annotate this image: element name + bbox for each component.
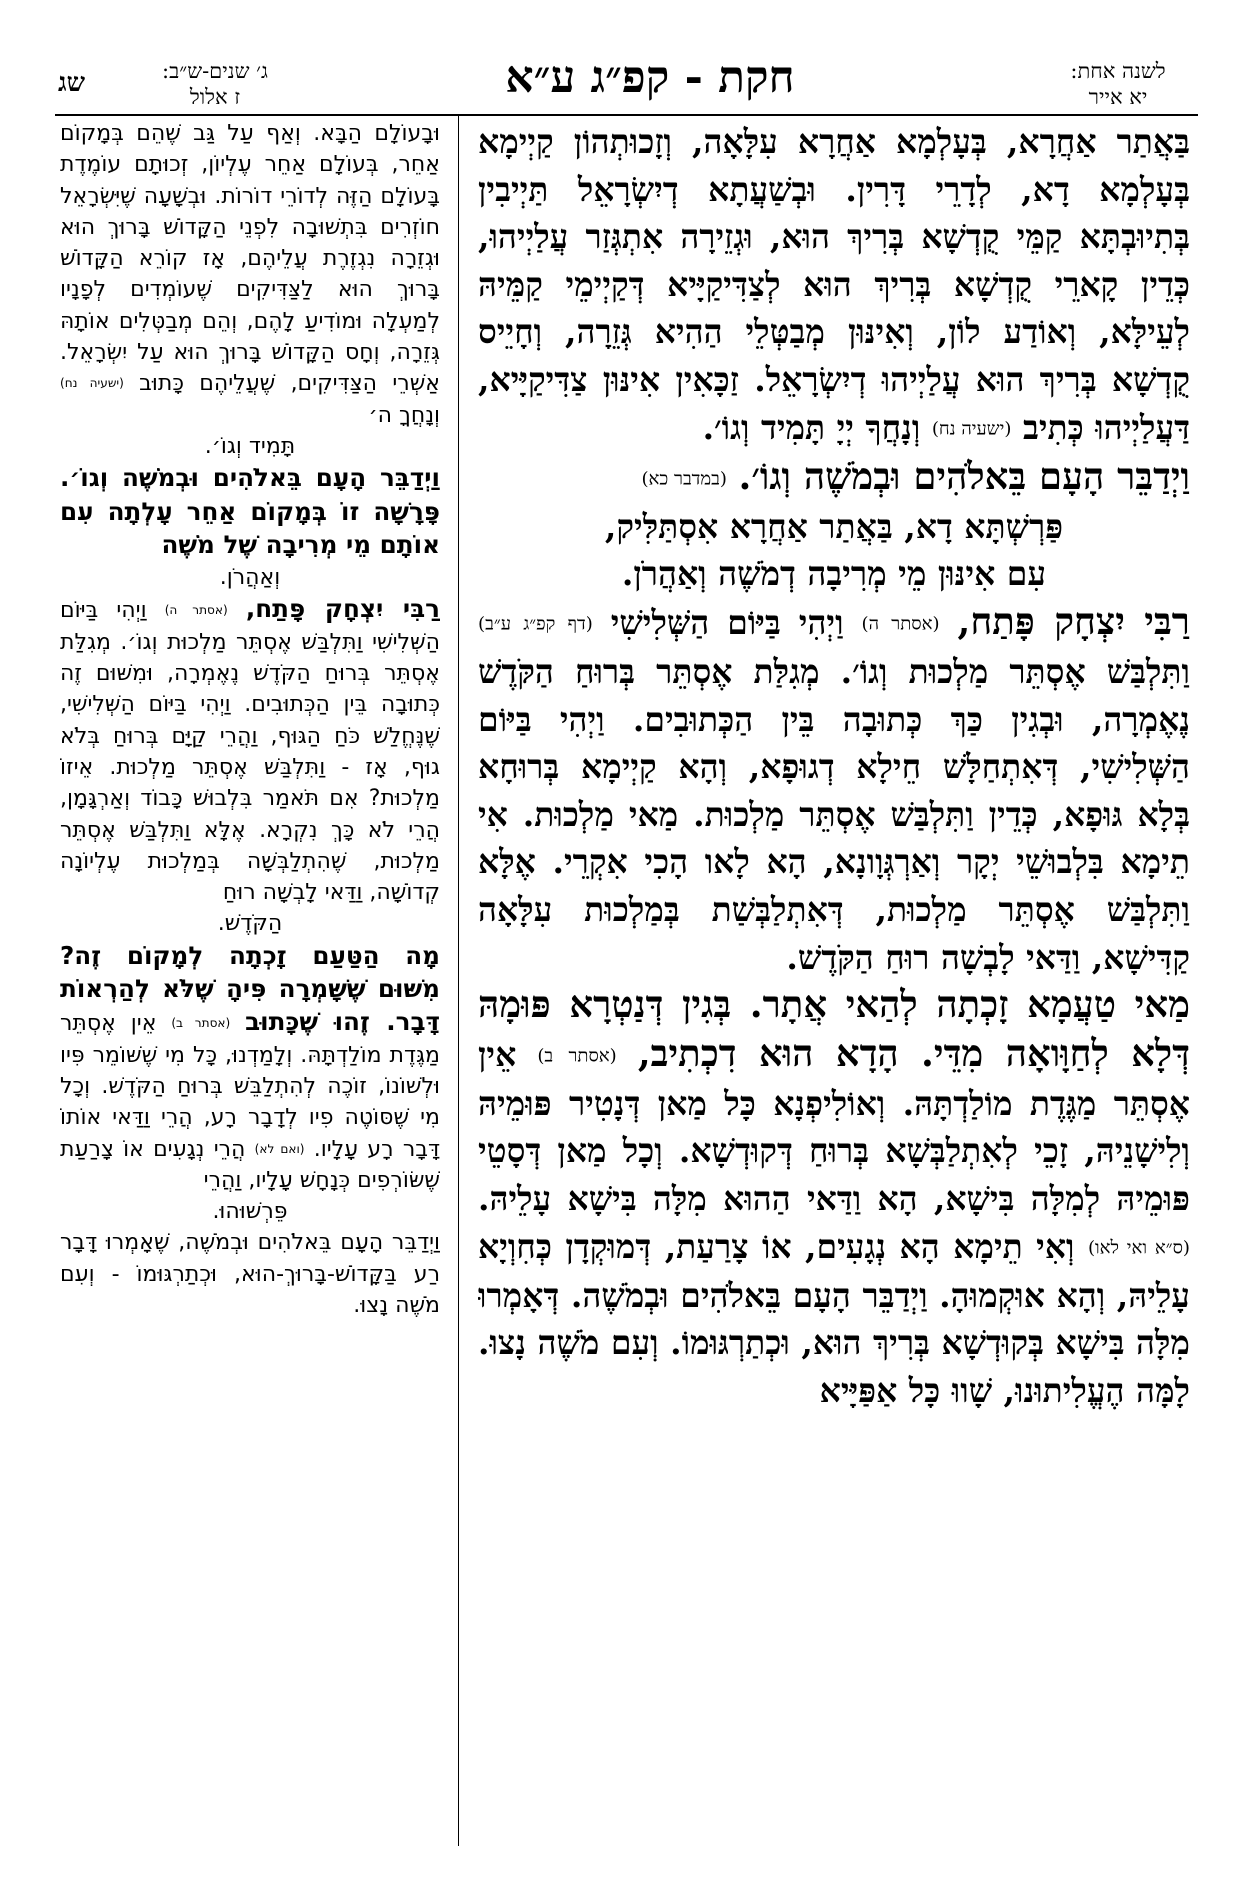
main-paragraph: רַבִּי יִצְחָק פָּתַח, (אסתר ה) וַיְהִי בַּיּוֹם הַשְּׁלִישִׁי (דף קפ״ג ע״ב) וַתִּלְבַּשׁ אֶסְתֵּר מַלְכוּת וְגוֹ׳. מְגִלַּת אֶסְתֵּר בְּרוּחַ הַקֹּדֶשׁ נֶאֶמְרָה, וּבְגִין כַּךְ כְּתוּבָה בֵּין הַכְּתוּבִים. וַיְהִי בַּיּוֹם הַשְּׁלִישִׁי, דְּאִתְחַלָּשׁ חֵילָא דְגוּפָא, וְהָא קַיְימָא בְּרוּחָא בְּלָא גּוּפָא, כְּדֵין וַתִּלְבַּשׁ אֶסְתֵּר מַלְכוּת. מַאי מַלְכוּת. אִי תֵימָא בִּלְבוּשֵׁי יְקָר וְאַרְגְּוָונָא, הָא לָאו הָכִי אִקְרֵי. אֶלָּא וַתִּלְבַּשׁ אֶסְתֵּר מַלְכוּת, דְּאִתְלַבְּשַׁת בְּמַלְכוּת עִלָּאָה קַדִּישָׁא, וַדַּאי לָבְשָׁה רוּחַ הַקֹּדֶשׁ. xyxy=(478,598,1190,977)
translation-paragraph: וַיְדַבֵּר הָעָם בֵּאלֹהִים וּבְמֹשֶׁה וְגוֹ׳. פָּרָשָׁה זוֹ בְּמָקוֹם אַחֵר עָלְתָה עִם אוֹתָם מֵי מְרִיבָה שֶׁל מֹשֶׁה xyxy=(60,463,440,559)
page-number: שג xyxy=(58,68,85,98)
schedule-three-years-date: ז אלול xyxy=(189,85,241,109)
main-verse-heading: וַיְדַבֵּר הָעָם בֵּאלֹהִים וּבְמֹשֶׁה וְגוֹ׳. (במדבר כא) xyxy=(641,453,1190,498)
study-schedule-one-year xyxy=(1038,58,1198,110)
scripture-reference: (אסתר ה) xyxy=(164,603,228,618)
header-divider xyxy=(55,114,1198,116)
scripture-reference: (אסתר ב) xyxy=(171,1016,231,1031)
column-divider xyxy=(458,116,459,1846)
folio-reference: (דף קפ״ג ע״ב) xyxy=(478,613,593,635)
translation-paragraph: רַבִּי יִצְחָק פָּתַח, (אסתר ה) וַיְהִי בַּיּוֹם הַשְּׁלִישִׁי וַתִּלְבַּשׁ אֶסְתֵּר מַלְכוּת וְגוֹ׳. מְגִלַּת אֶסְתֵּר בְּרוּחַ הַקֹּדֶשׁ נֶאֶמְרָה, וּמִשּׁוּם זֶה כְּתוּבָה בֵּין הַכְּתוּבִים. וַיְהִי בַּיּוֹם הַשְּׁלִישִׁי, שֶׁנֶּחֱלַשׁ כֹּחַ הַגּוּף, וַהֲרֵי קַיָּם בְּרוּחַ בְּלֹא גוּף, אָז - וַתִּלְבַּשׁ אֶסְתֵּר מַלְכוּת. אֵיזוֹ מַלְכוּת? אִם תֹּאמַר בִּלְבוּשׁ כָּבוֹד וְאַרְגָּמָן, הֲרֵי לֹא כָּךְ נִקְרָא. אֶלָּא וַתִּלְבַּשׁ אֶסְתֵּר מַלְכוּת, שֶׁהִתְלַבְּשָׁה בְּמַלְכוּת עֶלְיוֹנָה קְדוֹשָׁה, וַדַּאי לָבְשָׁה רוּחַ xyxy=(60,594,440,906)
translation-paragraph: וּבָעוֹלָם הַבָּא. וְאַף עַל גַּב שֶׁהֵם בְּמָקוֹם אַחֵר, בְּעוֹלָם אַחֵר עֶלְיוֹן, זְכוּתָם עוֹמֶדֶת בָּעוֹלָם הַזֶּה לְדוֹרֵי דוֹרוֹת. וּבְשָׁעָה שֶׁיִּשְׂרָאֵל חוֹזְרִים בִּתְשׁוּבָה לִפְנֵי הַקָּדוֹשׁ בָּרוּךְ הוּא וּגְזֵרָה נִגְזֶרֶת עֲלֵיהֶם, אָז קוֹרֵא הַקָּדוֹשׁ בָּרוּךְ הוּא לַצַּדִּיקִים שֶׁעוֹמְדִים לְפָנָיו לְמַעְלָה וּמוֹדִיעַ לָהֶם, וְהֵם מְבַטְּלִים אוֹתָהּ גְּזֵרָה, וְחָס הַקָּדוֹשׁ בָּרוּךְ הוּא עַל יִשְׂרָאֵל. אַשְׁרֵי הַצַּדִּיקִים, שֶׁעֲלֵיהֶם כָּתוּב (ישעיה נח) וְנָחֲךָ ה׳ xyxy=(60,121,440,428)
schedule-one-year-label: לשנה אחת: xyxy=(1070,59,1166,83)
translation-column xyxy=(60,118,440,1858)
main-intro-line: פַּרְשְׁתָּא דָא, בַּאֲתַר אַחֲרָא אִסְתַּלִּיק, xyxy=(604,506,1064,546)
main-paragraph: בַּאֲתַר אַחֲרָא, בְּעָלְמָא אַחֲרָא עִלָּאָה, וְזָכוּתְהוֹן קַיְימָא בְּעָלְמָא דָא, לְדָרֵי דָּרִין. וּבְשַׁעֲתָא דְיִשְׂרָאֵל תַּיְיבִין בְּתִיוּבְתָּא קַמֵּי קֻדְשָׁא בְּרִיךְ הוּא, וּגְזֵירָה אִתְגְּזַר עֲלַיְיהוּ, כְּדֵין קָארֵי קֻדְשָׁא בְּרִיךְ הוּא לְצַדִּיקַיָּיא דְּקַיְימֵי קַמֵּיהּ לְעֵילָּא, וְאוֹדַע לוֹן, וְאִינּוּן מְבַטְּלֵי הַהִיא גְּזֵרָה, וְחָיֵיס קֻדְשָׁא בְּרִיךְ הוּא עֲלַיְיהוּ דְיִשְׂרָאֵל. זַכָּאִין אִינּוּן צַדִּיקַיָּיא, דַּעֲלַיְיהוּ כְּתִיב (ישעיה נח) וְנָחֲךָ יְיָ תָּמִיד וְגוֹ׳. xyxy=(478,122,1190,447)
schedule-one-year-date: יא אייר xyxy=(1088,85,1148,109)
scripture-reference: (ישעיה נח) xyxy=(60,376,124,391)
schedule-three-years-label: ג׳ שנים-ש״ב: xyxy=(162,59,268,83)
variant-reference: (ואם לא) xyxy=(254,1141,305,1156)
main-text-column xyxy=(478,118,1190,1858)
translation-paragraph: וַיְדַבֵּר הָעָם בֵּאלֹהִים וּבְמֹשֶׁה, שֶׁאָמְרוּ דָּבָר רַע בַּקָּדוֹשׁ-בָּרוּךְ-הוּא, וּכְתַרְגּוּמוֹ - וְעִם מֹשֶׁה נָצוּ. xyxy=(60,1230,440,1319)
translation-line-end: תָּמִיד וְגוֹ׳. xyxy=(204,433,296,459)
translation-line-end: הַקֹּדֶשׁ. xyxy=(217,911,283,937)
translation-line-end: פֵּרְשׁוּהוּ. xyxy=(212,1199,288,1225)
scripture-reference: (ישעיה נח) xyxy=(931,418,1012,440)
page-title: חקת - קפ״ג ע״א xyxy=(505,52,795,103)
scripture-reference: (אסתר ב) xyxy=(537,1045,617,1067)
scripture-reference: (במדבר כא) xyxy=(641,468,727,490)
translation-paragraph: מָה הַטַּעַם זָכְתָה לְמָקוֹם זֶה? מִשּׁוּם שֶׁשָּׁמְרָה פִּיהָ שֶׁלֹּא לְהַרְאוֹת דָּבָר. זֶהוּ שֶׁכָּתוּב (אסתר ב) אֵין אֶסְתֵּר מַגֶּדֶת מוֹלַדְתָּהּ. וְלָמַדְנוּ, כָּל מִי שֶׁשּׁוֹמֵר פִּיו וּלְשׁוֹנוֹ, זוֹכֶה לְהִתְלַבֵּשׁ בְּרוּחַ הַקֹּדֶשׁ. וְכָל מִי שֶׁסּוֹטֶה פִיו לְדָבָר רָע, הֲרֵי וַדַּאי אוֹתוֹ דָּבָר רָע עָלָיו. (ואם לא) הֲרֵי נְגָעִים אוֹ צָרַעַת שֶׁשּׂוֹרְפִים כְּנָחָשׁ עָלָיו, וַהֲרֵי xyxy=(60,940,440,1193)
main-paragraph: מַאי טַעֲמָא זָכְתָה לְהַאי אֲתָר. בְּגִין דְּנַטְרָא פּוּמָהּ דְּלָא לְחַוָּואָה מִדֵּי. הָדָא הוּא דִכְתִיב, (אסתר ב) אֵין אֶסְתֵּר מַגֶּדֶת מוֹלַדְתָּהּ. וְאוֹלִיפְנָא כָּל מַאן דְּנָטִיר פּוּמֵיהּ וְלִישָׁנֵיהּ, זָכֵי לְאִתְלַבְּשָׁא בְּרוּחַ דְּקוּדְשָׁא. וְכָל מַאן דְּסָטֵי פּוּמֵיהּ לְמִלָּה בִּישָׁא, הָא וַדַּאי הַהוּא מִלָּה בִּישָׁא עָלֵיהּ. (ס״א ואי לאו) וְאִי תֵימָא הָא נְגָעִים, אוֹ צָרַעַת, דְּמוּקְדָן כְּחִוְיָא עָלֵיהּ, וְהָא אוּקְמוּהָ. וַיְדַבֵּר הָעָם בֵּאלֹהִים וּבְמֹשֶׁה. דְּאָמְרוּ מִלָּה בִּישָׁא בְּקוּדְשָׁא בְּרִיךְ הוּא, וּכְתַרְגּוּמוֹ. וְעִם מֹשֶׁה נָצוּ. לָמָּה הֶעֱלִיתוּנוּ, שָׁווּ כָּל אַפַּיָּיא xyxy=(478,982,1190,1410)
scripture-reference: (אסתר ה) xyxy=(861,613,940,635)
translation-line-end: וְאַהֲרֹן. xyxy=(219,565,281,591)
variant-reference: (ס״א ואי לאו) xyxy=(1087,1237,1190,1258)
main-intro-line: עִם אִינּוּן מֵי מְרִיבָה דְמֹשֶׁה וְאַהֲרֹן. xyxy=(621,554,1047,594)
study-schedule-three-years xyxy=(140,58,290,110)
page-header xyxy=(0,48,1253,118)
